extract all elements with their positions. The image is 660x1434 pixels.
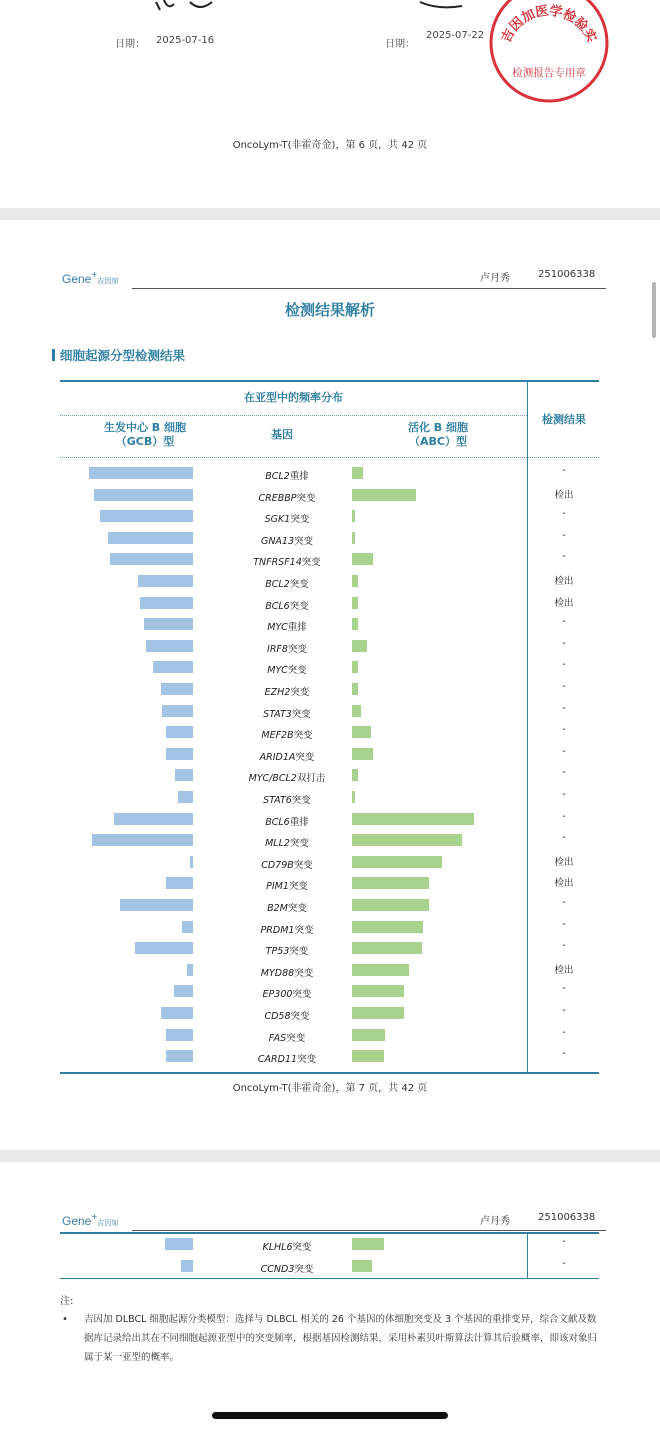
gene-label [232,554,342,568]
alteration-type: 突变 [290,514,310,526]
table-bottom-border [60,1072,599,1074]
abc-bar [352,1238,384,1250]
gene-label [232,814,342,828]
date-right: 2025-07-22 [426,30,485,41]
detection-result: - [562,659,566,671]
gcb-bar [146,640,193,652]
abc-bar [352,877,429,889]
alteration-type: 突变 [287,903,307,914]
result-header: 检测结果 [542,413,586,426]
alteration-type: 突变 [294,535,314,547]
detection-result: - [562,767,566,779]
gene-label [232,770,342,784]
abc-bar [352,985,404,997]
table-bottom-border [60,1278,599,1279]
alteration-type: 突变 [286,1032,306,1044]
gcb-bar [162,705,193,717]
abc-bar [352,1050,384,1062]
gene-symbol: BCL2 [265,579,290,590]
abc-bar [352,726,371,738]
gene-symbol: CD58 [264,1011,291,1022]
gcb-bar [175,769,193,781]
gene-label [232,900,342,914]
gcb-bar [140,597,193,609]
alteration-type: 重排 [289,471,309,482]
gcb-bar [108,532,193,544]
gene-symbol: TNFRSF14 [253,557,302,569]
gene-symbol: CREBBP [258,492,297,504]
detection-result: 检出 [554,964,574,976]
gene-label [232,986,342,1000]
gcb-header-line1: 生发中心 B 细胞 [103,421,187,434]
note-bullet: • [62,1314,68,1325]
gcb-bar [190,856,193,868]
scroll-indicator[interactable] [652,282,656,338]
detection-result: - [562,745,566,757]
alteration-type: 突变 [294,924,314,936]
detection-result: - [562,940,566,952]
abc-bar [352,964,409,976]
table-top-border [60,380,599,382]
seal-bottom-text: 检测报告专用章 [512,67,586,79]
page-footer: OncoLym-T(非霍奇金)，第 6 页，共 42 页 [232,140,428,151]
gene-label [232,1239,342,1253]
note-title: 注: [60,1296,74,1307]
gcb-bar [120,899,193,911]
signature-right [418,0,478,10]
detection-result: - [562,1005,566,1016]
detection-result: - [562,832,566,844]
alteration-type: 重排 [287,622,307,634]
gene-symbol: MYC [267,665,288,677]
page-title: 检测结果解析 [284,301,375,319]
gcb-bar [161,683,193,695]
report-page-7 [0,220,660,1150]
abc-bar [352,640,367,652]
alteration-type: 突变 [294,1263,314,1275]
detection-result: - [562,897,566,908]
gcb-bar [89,467,193,479]
page-footer: OncoLym-T(非霍奇金)，第 7 页，共 42 页 [232,1083,428,1094]
abc-bar [352,1260,372,1272]
abc-bar [352,705,361,717]
gcb-bar [166,726,193,738]
gcb-bar [166,1029,193,1041]
signature-left [150,0,230,14]
detection-result: - [562,702,566,714]
gcb-bar [100,510,193,522]
gene-symbol: GNA13 [260,535,295,547]
gcb-bar [174,985,193,997]
gene-symbol: MYC [267,622,288,634]
alteration-type: 突变 [290,1011,310,1022]
alteration-type: 突变 [294,967,314,979]
detection-result: 检出 [554,489,574,501]
gene-label [232,922,342,936]
gcb-bar [153,661,193,673]
alteration-type: 突变 [289,600,309,612]
alteration-type: 突变 [293,730,313,742]
alteration-type: 突变 [288,881,308,893]
gcb-bar [187,964,193,976]
alteration-type: 突变 [289,838,309,850]
alteration-type: 突变 [289,946,309,958]
date-left: 2025-07-16 [156,35,215,46]
alteration-type: 突变 [296,492,316,504]
gene-label [232,684,342,698]
abc-bar [352,553,373,565]
alteration-type: 突变 [289,579,309,590]
abc-bar [352,575,358,587]
alteration-type: 重排 [289,816,309,828]
abc-bar [352,683,358,695]
gene-label [232,490,342,504]
gcb-bar [181,1260,193,1272]
gene-symbol: ARID1A [259,751,296,763]
gcb-header-line2: （GCB）型 [115,435,175,448]
abc-bar [352,1007,404,1019]
gene-symbol: PIM1 [266,881,289,893]
abc-bar [352,856,442,868]
detection-result: - [562,529,566,541]
gene-label [232,878,342,892]
gene-symbol: SGK1 [264,514,291,526]
alteration-type: 突变 [291,795,311,806]
seal-arc-text: 吉因加医学检验实 [499,3,599,46]
abc-bar [352,467,363,479]
gene-label [232,533,342,547]
detection-result: 检出 [554,878,574,890]
gcb-bar [135,942,193,954]
gcb-bar [138,575,193,587]
section-title [52,346,185,364]
gene-label [232,511,342,525]
gene-symbol: BCL6 [265,600,290,612]
gene-label [232,662,342,676]
gcb-bar [161,1007,193,1019]
patient-name: 卢月秀 [480,273,510,284]
alteration-type: 突变 [293,859,313,871]
abc-bar [352,489,416,501]
abc-bar [352,597,358,609]
abc-bar [352,834,462,846]
detection-result: - [562,1048,566,1060]
header-divider [132,288,606,289]
detection-result: - [562,724,566,736]
gcb-bar [166,748,193,760]
header-dotted-divider [60,415,527,416]
gene-symbol: B2M [267,903,288,914]
abc-header-line1: 活化 B 细胞 [407,421,469,434]
abc-bar [352,769,358,781]
gcb-bar [94,489,193,501]
gcb-bar [166,1050,193,1062]
date-label-left: 日期： [115,39,145,50]
alteration-type: 双打击 [296,773,326,785]
section-title-text: 细胞起源分型检测结果 [60,348,186,363]
detection-result: - [562,1236,566,1247]
gene-header: 基因 [271,428,293,441]
detection-result: - [562,983,566,995]
gene-label [232,576,342,590]
alteration-type: 突变 [301,557,321,569]
alteration-type: 突变 [290,687,310,698]
gene-label [232,857,342,871]
gene-symbol: MEF2B [261,730,294,742]
report-page-8 [0,1162,660,1434]
company-logo: Gene+吉因加 [62,270,119,286]
detection-result: - [562,551,566,563]
gene-symbol: MYC/BCL2 [248,773,297,785]
alteration-type: 突变 [295,751,315,763]
abc-header [378,421,498,449]
gene-symbol: FAS [268,1032,287,1044]
header-bottom-dotted [60,457,599,458]
abc-bar [352,813,474,825]
gene-symbol: IRF8 [267,643,288,655]
detection-result: - [562,1026,566,1038]
gene-label [232,1051,342,1065]
abc-header-line2: （ABC）型 [409,435,467,448]
gene-symbol: TP53 [265,946,290,958]
detection-result: - [562,789,566,800]
detection-result: - [562,465,566,476]
gene-label [232,598,342,612]
report-id: 251006338 [538,1212,596,1223]
gene-symbol: CD79B [261,859,294,871]
gene-symbol: EP300 [262,989,293,1001]
gene-label [232,1008,342,1022]
abc-bar [352,661,358,673]
gene-label [232,943,342,957]
detection-result: 检出 [554,856,574,868]
alteration-type: 突变 [291,708,311,720]
gene-label [232,1261,342,1275]
gcb-header [80,421,210,449]
report-seal [488,0,610,104]
gcb-bar [166,877,193,889]
patient-name: 卢月秀 [480,1216,510,1227]
gcb-bar [92,834,193,846]
gene-symbol: BCL2 [265,471,290,482]
alteration-type: 突变 [297,1054,317,1066]
gene-symbol: CCND3 [260,1263,295,1275]
alteration-type: 突变 [292,989,312,1001]
gene-label [232,965,342,979]
gene-symbol: MLL2 [265,838,290,850]
gene-label [232,706,342,720]
header-divider [132,1230,606,1231]
date-label-right: 日期： [385,39,415,50]
abc-bar [352,618,358,630]
gcb-bar [144,618,193,630]
detection-result: 检出 [554,576,574,587]
home-indicator[interactable] [212,1412,448,1419]
note-text: 吉因加 DLBCL 细胞起源分类模型：选择与 DLBCL 相关的 26 个基因的体细胞突变及 3 个基因的重排变异，综合文献及数据库记录给出其在不同细胞起源亚型中的突变频率，根据基因检测结果，采用朴素贝叶斯算法计算其后验概率，即该对象归属于某一亚型的概率。 [84,1314,598,1363]
detection-result: - [562,616,566,628]
gcb-bar [110,553,193,565]
gcb-bar [165,1238,193,1250]
gcb-bar [114,813,193,825]
gcb-bar [178,791,193,803]
abc-bar [352,791,355,803]
gene-symbol: STAT3 [263,708,292,720]
alteration-type: 突变 [292,1242,312,1253]
gene-label [232,727,342,741]
gene-symbol: EZH2 [264,687,291,698]
abc-bar [352,942,422,954]
abc-bar [352,748,373,760]
abc-bar [352,532,355,544]
gene-label [232,619,342,633]
detection-result: - [562,508,566,520]
gene-symbol: STAT6 [263,795,292,806]
gene-label [232,792,342,806]
abc-bar [352,899,429,911]
detection-result: - [562,1257,566,1269]
abc-bar [352,510,355,522]
gene-symbol: MYD88 [260,967,295,979]
detection-result: - [562,810,566,822]
abc-bar [352,921,423,933]
gene-symbol: PRDM1 [260,924,295,936]
report-id: 251006338 [538,269,596,280]
alteration-type: 突变 [287,665,307,677]
abc-bar [352,1029,385,1041]
detection-result: - [562,681,566,692]
freq-header: 在亚型中的频率分布 [244,391,343,404]
detection-result: 检出 [554,597,574,609]
table-top-border [60,1232,599,1234]
gene-label [232,641,342,655]
gene-label [232,1030,342,1044]
gene-symbol: BCL6 [265,816,290,828]
detection-result: - [562,918,566,930]
detection-result: - [562,637,566,649]
gene-label [232,835,342,849]
gene-label [232,468,342,482]
gcb-bar [182,921,193,933]
gene-label [232,749,342,763]
alteration-type: 突变 [287,643,307,655]
report-page-6 [0,0,660,208]
gene-symbol: CARD11 [257,1054,298,1066]
company-logo: Gene+吉因加 [62,1212,119,1228]
section-marker [52,349,55,361]
gene-symbol: KLHL6 [262,1242,293,1253]
